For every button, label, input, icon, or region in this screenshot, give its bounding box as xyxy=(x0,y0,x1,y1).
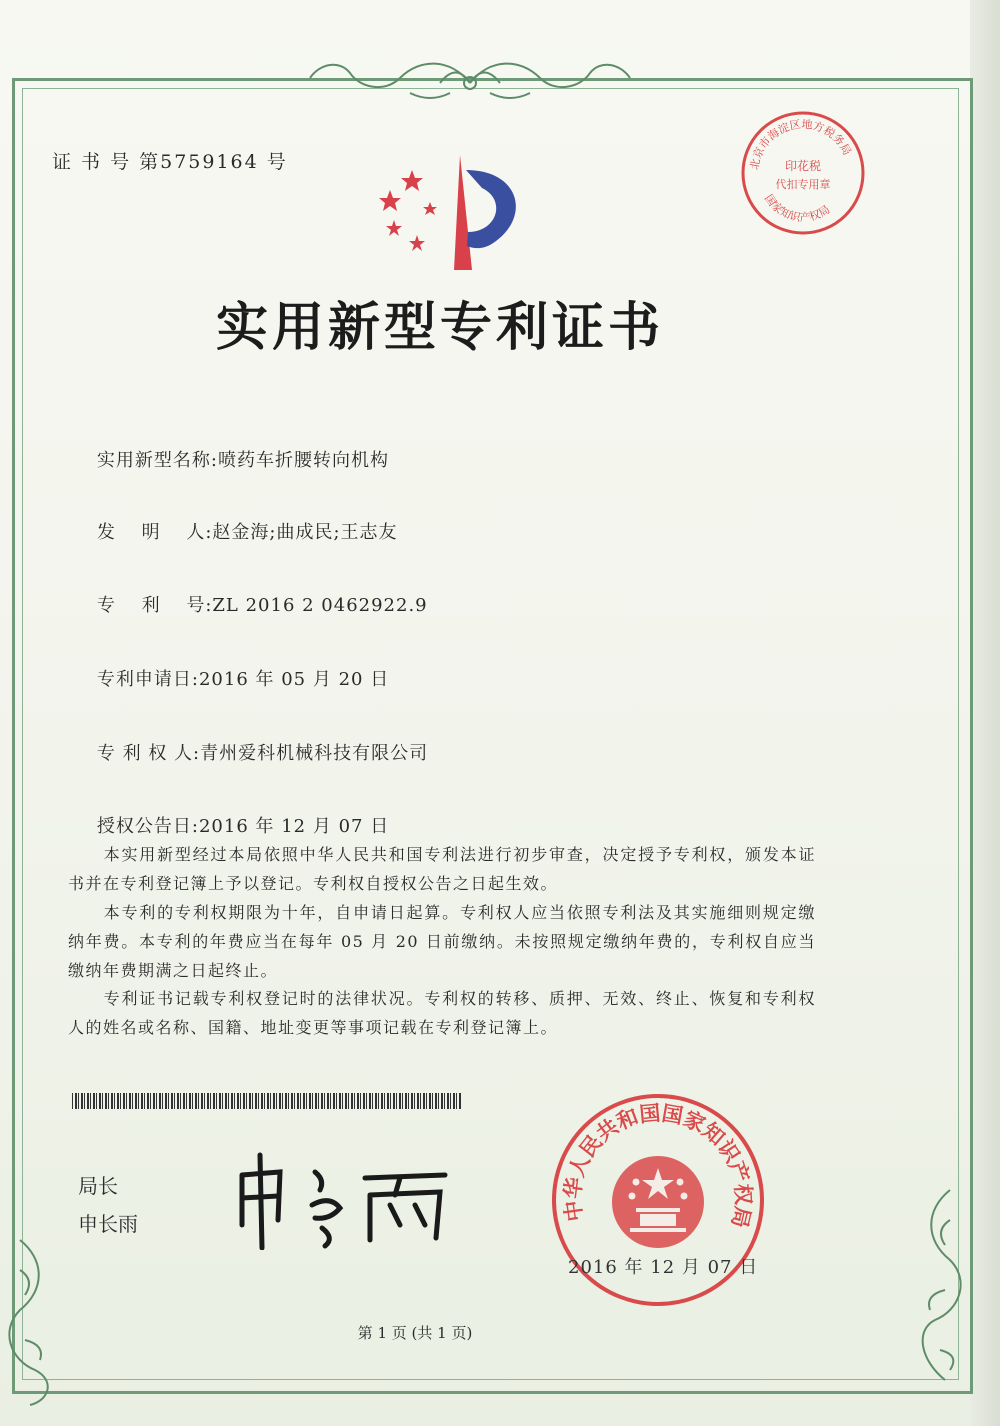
bottom-left-ornament-icon xyxy=(0,1230,70,1410)
field-utility-model-name xyxy=(70,425,389,493)
tax-seal-center-line2: 代扣专用章 xyxy=(775,178,831,191)
bottom-right-ornament-icon xyxy=(900,1180,970,1400)
field-value: 喷药车折腰转向机构 xyxy=(217,450,389,471)
field-value: 青州爱科机械科技有限公司 xyxy=(200,743,429,764)
tax-seal-center-line1: 印花税 xyxy=(784,159,822,173)
field-value: 2016 年 05 月 20 日 xyxy=(198,669,390,690)
field-value: ZL 2016 2 0462922.9 xyxy=(212,595,428,616)
field-value: 赵金海;曲成民;王志友 xyxy=(212,522,398,543)
field-value: 2016 年 12 月 07 日 xyxy=(198,816,390,837)
top-ornament-icon xyxy=(290,48,650,108)
barcode xyxy=(72,1093,462,1109)
paragraph-grant-statement: 本实用新型经过本局依照中华人民共和国专利法进行初步审查，决定授予专利权，颁发本证书并在专利登记簿上予以登记。专利权自授权公告之日起生效。 xyxy=(68,845,816,893)
paragraph-legal-status: 专利证书记载专利权登记时的法律状况。专利权的转移、质押、无效、终止、恢复和专利权人的姓名或名称、国籍、地址变更等事项记载在专利登记簿上。 xyxy=(68,989,816,1037)
field-label: 发 明 人: xyxy=(96,522,213,543)
director-name: 申长雨 xyxy=(78,1212,138,1236)
stamp-date: 2016 年 12 月 07 日 xyxy=(568,1257,759,1278)
patent-office-logo-icon xyxy=(372,150,532,275)
director-title: 局长 xyxy=(78,1174,118,1198)
page-edge-shadow xyxy=(970,0,1000,1426)
page-number: 第 1 页 (共 1 页) xyxy=(357,1324,473,1342)
director-signature xyxy=(230,1150,460,1250)
paragraph-term-and-fees: 本专利的专利权期限为十年，自申请日起算。专利权人应当依照专利法及其实施细则规定缴纳年费。本专利的年费应当在每年 05 月 20 日前缴纳。未按照规定缴纳年费的，专利权自应当缴纳年费期满之日起终止。 xyxy=(68,903,816,980)
office-seal-ring-text: 中华人民共和国国家知识产权局 xyxy=(560,1101,756,1231)
svg-text:国家知识产权局 xyxy=(762,192,832,224)
tax-seal-ring-text: 北京市海淀区地方税务局 xyxy=(747,117,854,171)
field-label: 专利申请日: xyxy=(96,669,199,690)
field-label: 实用新型名称: xyxy=(96,450,218,471)
field-label: 专 利 权 人: xyxy=(96,743,201,764)
field-label: 专 利 号: xyxy=(96,595,213,616)
certificate-title: 实用新型专利证书 xyxy=(215,297,664,358)
tax-seal-lower-text: 国家知识产权局 xyxy=(761,192,833,225)
field-inventors xyxy=(70,497,398,565)
field-label: 授权公告日: xyxy=(96,816,199,837)
field-patent-number xyxy=(70,570,428,638)
field-application-date xyxy=(70,644,389,712)
field-patentee xyxy=(70,718,428,786)
tax-seal-stamp xyxy=(738,108,868,238)
certificate-number: 证 书 号 第5759164 号 xyxy=(52,151,288,173)
